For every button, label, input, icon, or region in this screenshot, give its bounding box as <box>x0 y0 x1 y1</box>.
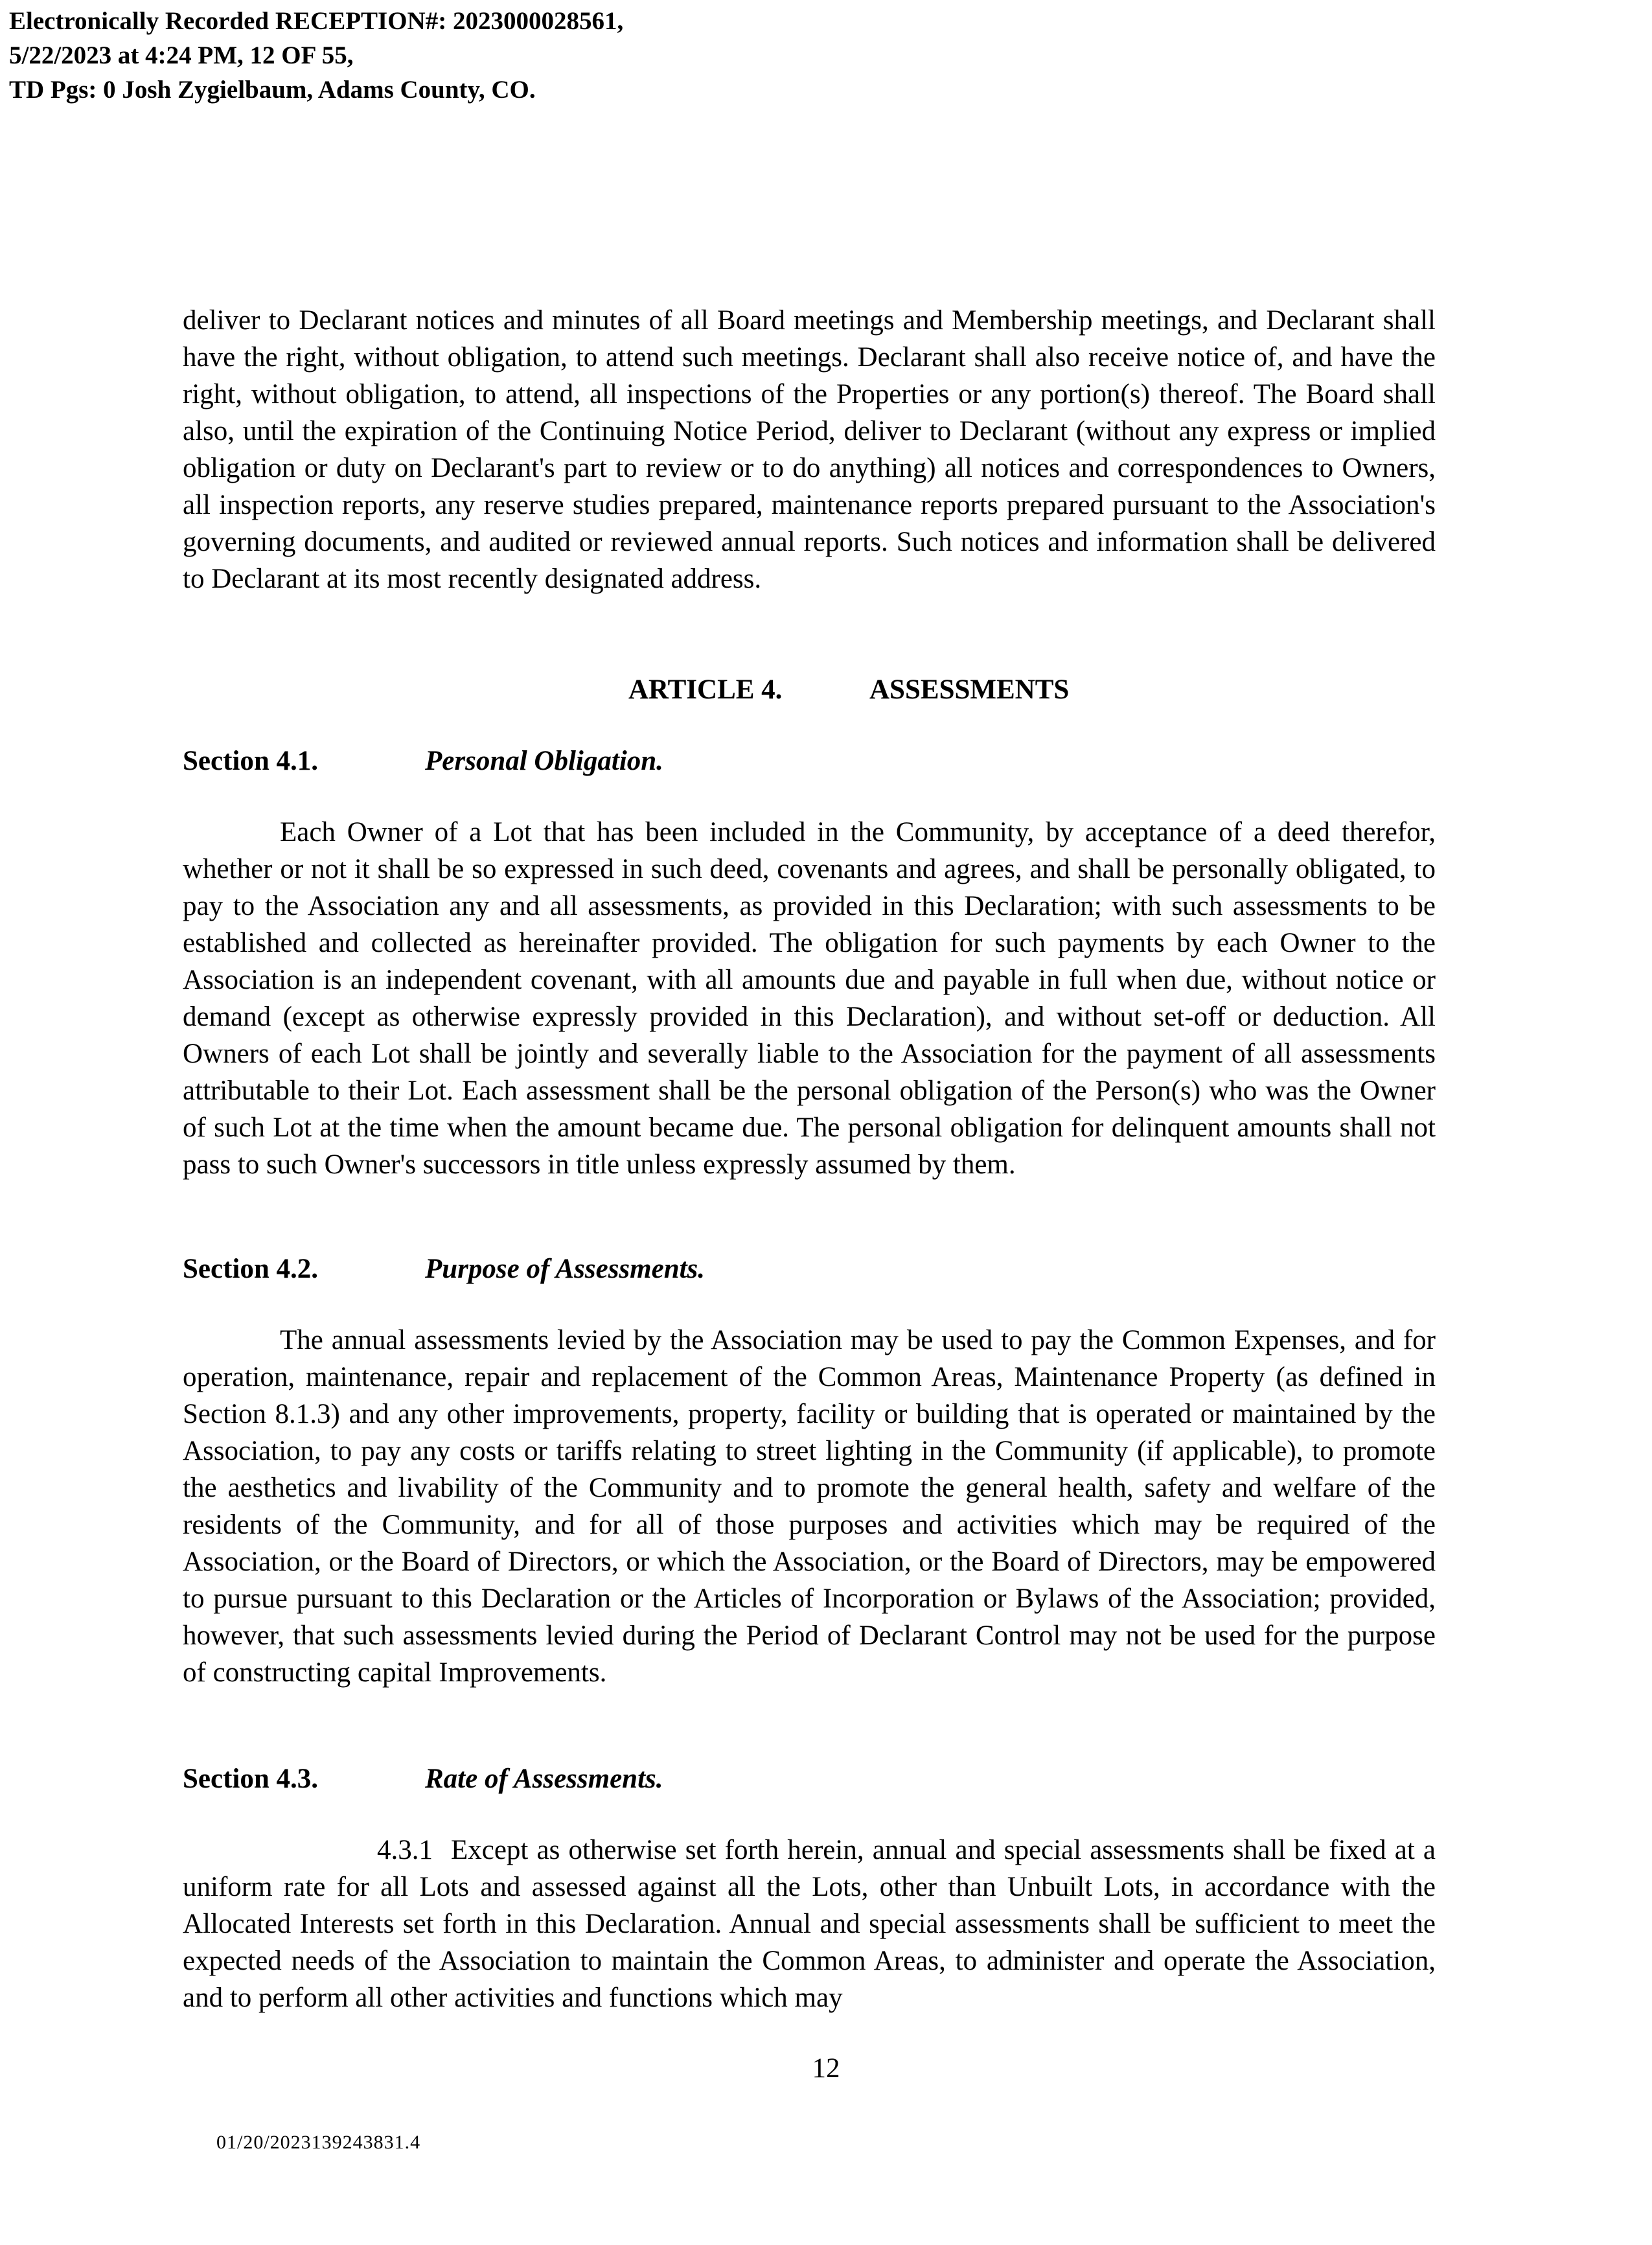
article-title: ASSESSMENTS <box>869 674 1070 705</box>
section-number: Section 4.1. <box>183 746 319 776</box>
section-4-1-paragraph: Each Owner of a Lot that has been included in the Community, by acceptance of a deed therefor, whether or not it shall be so expressed in such deed, covenants and agrees, and shall be personally obligated, to pay to the Association any and all assessments, as provided in this Declaration; with such assessments to be established and collected as hereinafter provided. The obligation for such payments by each Owner to the Association is an independent covenant, with all amounts due and payable in full when due, without notice or demand (except as otherwise expressly provided in this Declaration), and without set-off or deduction. All Owners of each Lot shall be jointly and severally liable to the Association for the payment of all assessments attributable to their Lot. Each assessment shall be the personal obligation of the Person(s) who was the Owner of such Lot at the time when the amount became due. The personal obligation for delinquent amounts shall not pass to such Owner's successors in title unless expressly assumed by them. <box>183 817 1436 1180</box>
section-4-3-1-paragraph <box>183 1832 1436 2016</box>
section-heading-4-2 <box>183 1250 706 1287</box>
stamp-line-3: TD Pgs: 0 Josh Zygielbaum, Adams County, CO. <box>9 76 536 104</box>
section-title: Rate of Assessments. <box>425 1764 663 1794</box>
section-heading-4-1 <box>183 743 663 779</box>
section-heading-4-3 <box>183 1760 663 1797</box>
article-number: ARTICLE 4. <box>628 674 783 705</box>
article-heading <box>628 671 1070 708</box>
section-title: Purpose of Assessments. <box>425 1254 706 1284</box>
stamp-line-2: 5/22/2023 at 4:24 PM, 12 OF 55, <box>9 41 354 69</box>
intro-paragraph: deliver to Declarant notices and minutes of all Board meetings and Membership meetings, and Declarant shall have the right, without obligation, to attend such meetings. Declarant shall also receive notice of, and have the right, without obligation, to attend, all inspections of the Properties or any portion(s) thereof. The Board shall also, until the expiration of the Continuing Notice Period, deliver to Declarant (without any express or implied obligation or duty on Declarant's part to review or to do anything) all notices and correspondences to Owners, all inspection reports, any reserve studies prepared, maintenance reports prepared pursuant to the Association's governing documents, and audited or reviewed annual reports. Such notices and information shall be delivered to Declarant at its most recently designated address. <box>183 305 1436 594</box>
recording-stamp <box>9 4 623 107</box>
section-4-2-paragraph: The annual assessments levied by the Association may be used to pay the Common Expenses, and for operation, maintenance, repair and replacement of the Common Areas, Maintenance Property (as defined in Section 8.1.3) and any other improvements, property, facility or building that is operated or maintained by the Association, to pay any costs or tariffs relating to street lighting in the Community (if applicable), to promote the aesthetics and livability of the Community and to promote the general health, safety and welfare of the residents of the Community, and for all of those purposes and activities which may be required of the Association, or the Board of Directors, or which the Association, or the Board of Directors, may be empowered to pursue pursuant to this Declaration or the Articles of Incorporation or Bylaws of the Association; provided, however, that such assessments levied during the Period of Declarant Control may not be used for the purpose of constructing capital Improvements. <box>183 1325 1436 1688</box>
document-id: 01/20/2023139243831.4 <box>216 2132 421 2153</box>
subsection-number: 4.3.1 <box>377 1835 433 1865</box>
section-title: Personal Obligation. <box>425 746 663 776</box>
stamp-line-1: Electronically Recorded RECEPTION#: 2023000028561, <box>9 7 624 35</box>
page-number: 12 <box>812 2053 840 2084</box>
section-number: Section 4.2. <box>183 1254 319 1284</box>
section-number: Section 4.3. <box>183 1764 319 1794</box>
subsection-text: Except as otherwise set forth herein, annual and special assessments shall be fixed at a uniform rate for all Lots and assessed against all the Lots, other than Unbuilt Lots, in accordance with the Allocated Interests set forth in this Declaration. Annual and special assessments shall be sufficient to meet the expected needs of the Association to maintain the Common Areas, to administer and operate the Association, and to perform all other activities and functions which may <box>183 1835 1436 2013</box>
